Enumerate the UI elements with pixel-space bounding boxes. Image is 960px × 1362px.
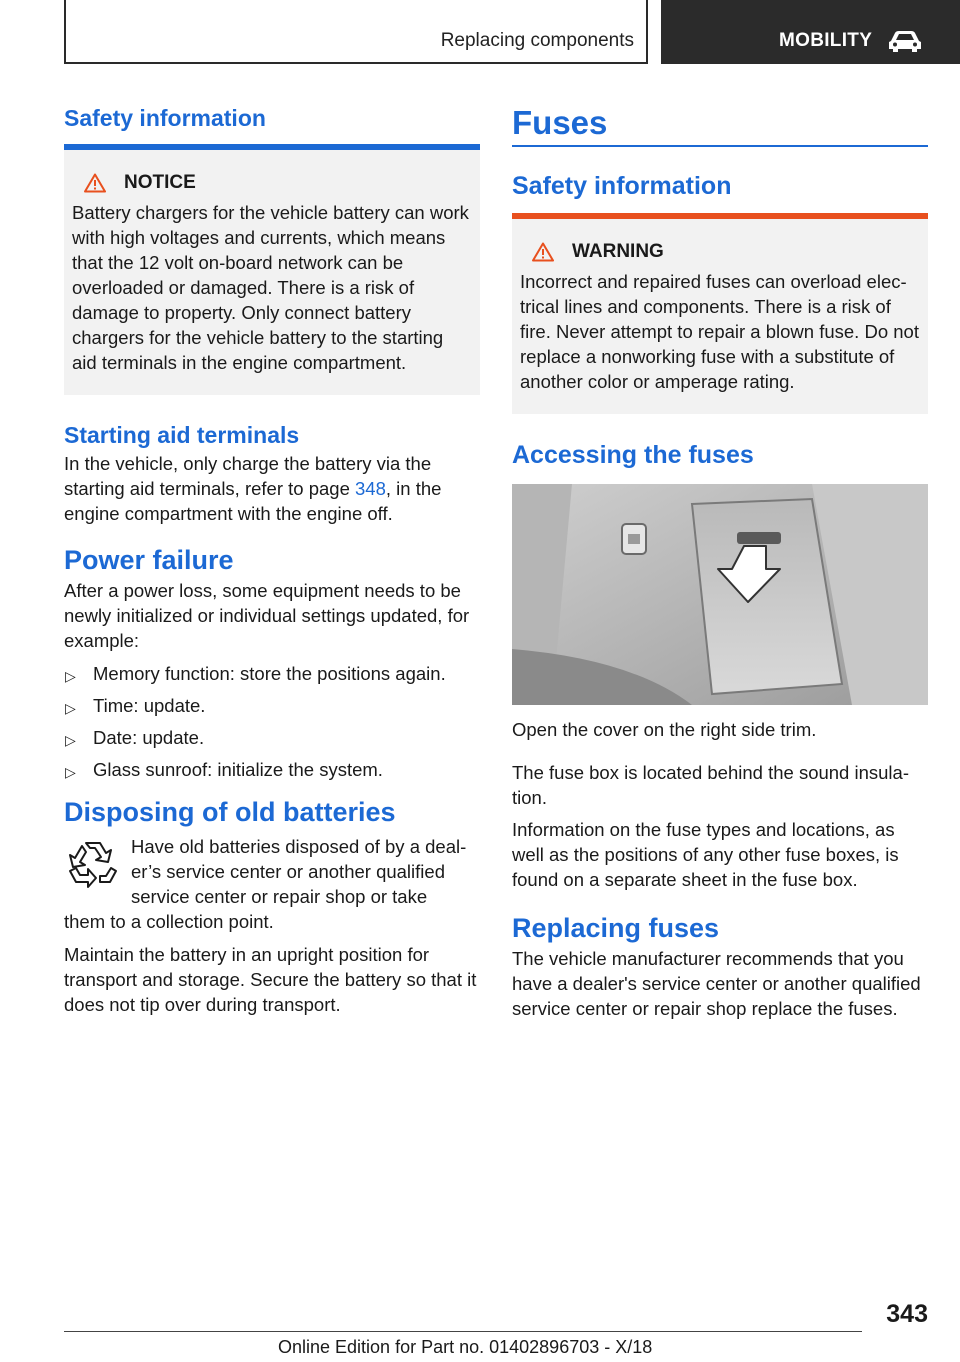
section-title: MOBILITY [779,30,873,51]
starting-aid-heading: Starting aid terminals [64,422,300,448]
header-section-tab [661,0,960,64]
fuses-safety-heading: Safety information [512,172,732,200]
list-item-text: Glass sunroof: initialize the system. [93,759,383,780]
power-failure-list [64,661,480,782]
starting-aid-text [64,451,480,526]
chapter-title: Replacing components [440,30,634,51]
bullet-triangle-icon: ▷ [65,732,76,748]
fuse-box-location-text: The fuse box is located behind the sound insulation. [512,762,909,808]
page-link-348[interactable]: 348 [355,478,386,499]
replacing-fuses-heading: Replacing fuses [512,913,720,943]
warning-triangle-icon [532,242,554,262]
warning-text: Incorrect and repaired fuses can overload electrical lines and components. There is a risk of fire. Never attempt to repair a blown fuse. Do not replace a nonworking fuse with a substitute of another color or amperage rating. [520,271,919,392]
car-icon [887,29,923,53]
image-caption: Open the cover on the right side trim. [512,719,817,740]
notice-title-row [72,172,472,194]
recycling-icon [66,838,120,888]
safety-info-heading: Safety information [64,105,266,131]
footer-edition: Online Edition for Part no. 01402896703 - X/18 [278,1337,653,1357]
warning-panel [512,219,928,414]
notice-text: Battery chargers for the vehicle battery can work with high voltages and currents, which means that the 12 volt on-board network can be overloaded or damaged. There is a risk of damage to property. Only connect battery chargers for the vehicle battery to the starting aid terminals in the engine compartment. [72,202,469,373]
fuses-rule [512,145,928,147]
bullet-triangle-icon: ▷ [65,668,76,684]
disposing-line-2: er’s service center or another qualified [131,861,445,882]
fuse-cover-illustration [512,484,928,705]
replacing-fuses-text: The vehicle manufacturer recommends that you have a dealer's service center or another qualified service center or repair shop replace the fuses. [512,948,921,1019]
right-column [512,104,928,1021]
power-failure-text: After a power loss, some equipment needs to be newly initialized or individual settings updated, for example: [64,580,470,651]
bullet-triangle-icon: ▷ [65,700,76,716]
warning-triangle-icon [84,173,106,193]
notice-panel [64,150,480,395]
disposing-block [64,834,480,934]
page-number: 343 [886,1300,928,1328]
disposing-line-1: Have old batteries disposed of by a deal- [131,836,467,857]
footer-rule [64,1331,862,1332]
header-chapter-box [64,0,648,64]
fuse-info-text: Information on the fuse types and locations, as well as the positions of any other fuse boxes, is found on a separate sheet in the fuse box. [512,819,899,890]
notice-title: NOTICE [124,172,196,193]
warning-title-row [520,241,920,263]
left-column [64,104,480,1017]
list-item [64,757,480,782]
warning-title: WARNING [572,241,664,262]
starting-aid-text-post: , in the engine compartment with the engine off. [64,478,442,524]
list-item [64,693,480,718]
list-item-text: Time: update. [93,695,206,716]
list-item [64,661,480,686]
fuses-heading: Fuses [512,104,608,141]
disposing-line-3: service center or repair shop or take [131,886,428,907]
disposing-heading: Disposing of old batteries [64,797,396,827]
list-item-text: Memory function: store the positions again. [93,663,446,684]
list-item [64,725,480,750]
maintain-text: Maintain the battery in an upright position for transport and storage. Secure the battery so that it does not tip over during transport. [64,944,477,1015]
power-failure-heading: Power failure [64,545,234,575]
accessing-fuses-heading: Accessing the fuses [512,441,754,469]
starting-aid-text-pre: In the vehicle, only charge the battery via the starting aid terminals, refer to page [64,453,432,499]
list-item-text: Date: update. [93,727,205,748]
disposing-line-4: them to a collection point. [64,911,274,932]
bullet-triangle-icon: ▷ [65,764,76,780]
